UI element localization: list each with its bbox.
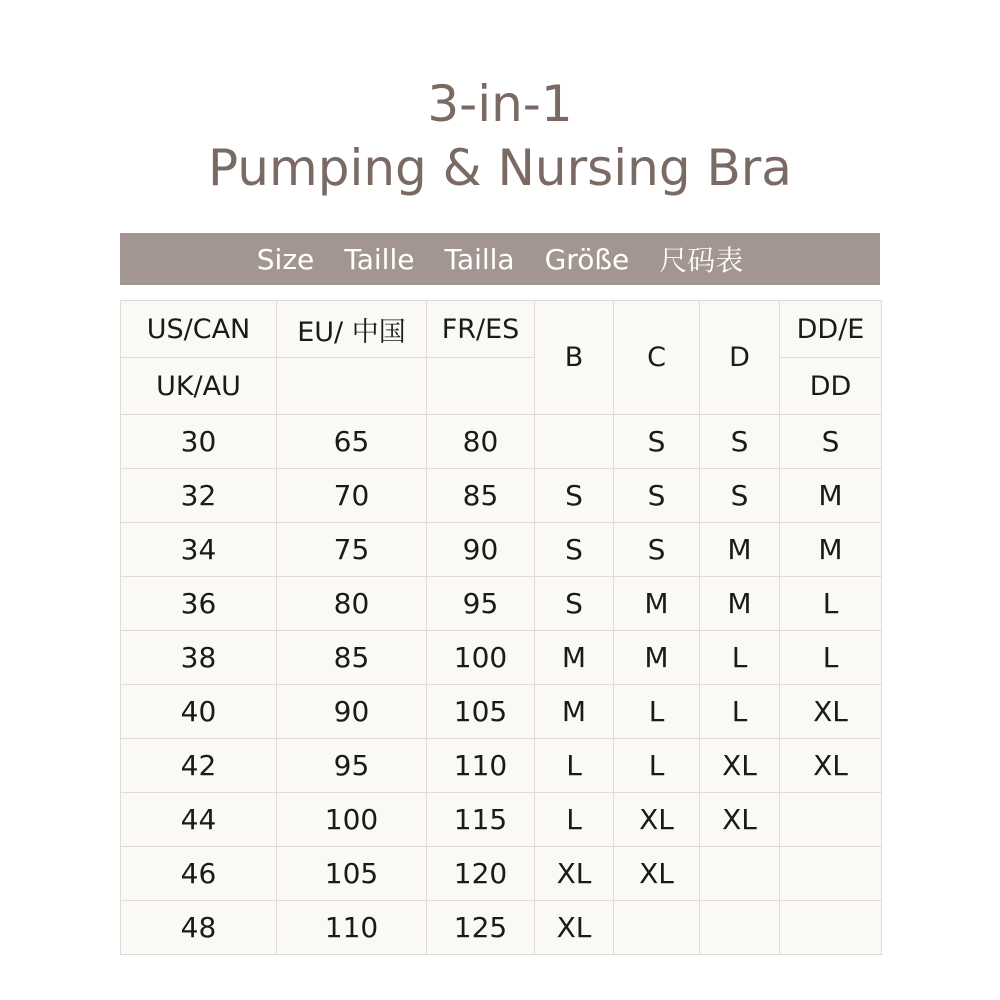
header-cup-d: D [700,301,780,415]
cell-band-us: 34 [121,523,277,577]
banner-label-zh: 尺码表 [659,244,744,277]
cell-cup-c: L [614,685,700,739]
cell-band-eu: 105 [277,847,427,901]
cell-band-fr: 105 [427,685,535,739]
cell-cup-c: S [614,469,700,523]
header-fr-es: FR/ES [427,301,535,358]
cell-cup-c: M [614,577,700,631]
banner-label-de: Größe [544,242,630,276]
cell-band-fr: 100 [427,631,535,685]
header-uk-au: UK/AU [121,358,277,415]
cell-band-us: 40 [121,685,277,739]
cell-band-us: 46 [121,847,277,901]
title-line-2: Pumping & Nursing Bra [208,139,792,197]
cell-cup-c: XL [614,793,700,847]
cell-band-us: 32 [121,469,277,523]
table-row [121,523,882,577]
cell-cup-dd: XL [780,739,882,793]
cell-band-eu: 90 [277,685,427,739]
cell-band-fr: 115 [427,793,535,847]
cell-cup-b [535,415,614,469]
cell-cup-b: L [535,739,614,793]
cell-cup-b: S [535,523,614,577]
cell-cup-dd: M [780,469,882,523]
cell-band-us: 44 [121,793,277,847]
cell-band-fr: 110 [427,739,535,793]
cell-cup-dd: S [780,415,882,469]
cell-cup-b: XL [535,847,614,901]
cell-cup-d: XL [700,793,780,847]
cell-band-fr: 90 [427,523,535,577]
cell-cup-dd [780,847,882,901]
table-row [121,739,882,793]
header-cup-dde: DD/E [780,301,882,358]
cell-cup-c: S [614,415,700,469]
table-row [121,685,882,739]
header-empty-eu [277,358,427,415]
cell-cup-d [700,901,780,955]
cell-cup-d: M [700,523,780,577]
header-empty-fr [427,358,535,415]
title-line-1: 3-in-1 [427,75,573,133]
cell-band-fr: 120 [427,847,535,901]
cell-cup-d: S [700,415,780,469]
cell-band-eu: 100 [277,793,427,847]
cell-band-us: 38 [121,631,277,685]
cell-band-us: 48 [121,901,277,955]
cell-band-eu: 80 [277,577,427,631]
table-row [121,469,882,523]
cell-band-eu: 95 [277,739,427,793]
cell-band-eu: 110 [277,901,427,955]
cell-cup-b: XL [535,901,614,955]
cell-band-eu: 65 [277,415,427,469]
cell-band-us: 30 [121,415,277,469]
header-cup-c: C [614,301,700,415]
cell-cup-d: XL [700,739,780,793]
cell-cup-c: M [614,631,700,685]
cell-cup-b: S [535,577,614,631]
cell-cup-dd [780,901,882,955]
header-cup-dd: DD [780,358,882,415]
size-chart-table [120,300,882,955]
banner-label-en: Size [256,242,315,276]
cell-cup-d: M [700,577,780,631]
cell-cup-b: M [535,685,614,739]
cell-cup-c: S [614,523,700,577]
cell-band-fr: 95 [427,577,535,631]
cell-cup-dd: L [780,577,882,631]
header-row-1 [121,301,882,358]
cell-band-fr: 80 [427,415,535,469]
size-banner [120,233,880,285]
cell-cup-d: L [700,685,780,739]
table-row [121,415,882,469]
table-row [121,847,882,901]
cell-band-eu: 75 [277,523,427,577]
cell-cup-d [700,847,780,901]
header-cup-b: B [535,301,614,415]
banner-label-es: Tailla [444,242,515,276]
table-row [121,793,882,847]
header-eu-cn: EU/ 中国 [277,301,427,358]
banner-label-fr: Taille [344,242,415,276]
cell-cup-c: L [614,739,700,793]
cell-cup-d: L [700,631,780,685]
cell-cup-b: L [535,793,614,847]
table-row [121,577,882,631]
cell-band-us: 36 [121,577,277,631]
cell-cup-c [614,901,700,955]
page-title [0,72,1000,200]
cell-cup-d: S [700,469,780,523]
cell-band-us: 42 [121,739,277,793]
cell-band-fr: 85 [427,469,535,523]
cell-cup-b: S [535,469,614,523]
cell-cup-c: XL [614,847,700,901]
cell-cup-dd: M [780,523,882,577]
cell-cup-dd: XL [780,685,882,739]
cell-cup-dd [780,793,882,847]
cell-band-eu: 85 [277,631,427,685]
cell-band-fr: 125 [427,901,535,955]
header-us-can: US/CAN [121,301,277,358]
cell-band-eu: 70 [277,469,427,523]
cell-cup-b: M [535,631,614,685]
table-row [121,901,882,955]
cell-cup-dd: L [780,631,882,685]
table-row [121,631,882,685]
